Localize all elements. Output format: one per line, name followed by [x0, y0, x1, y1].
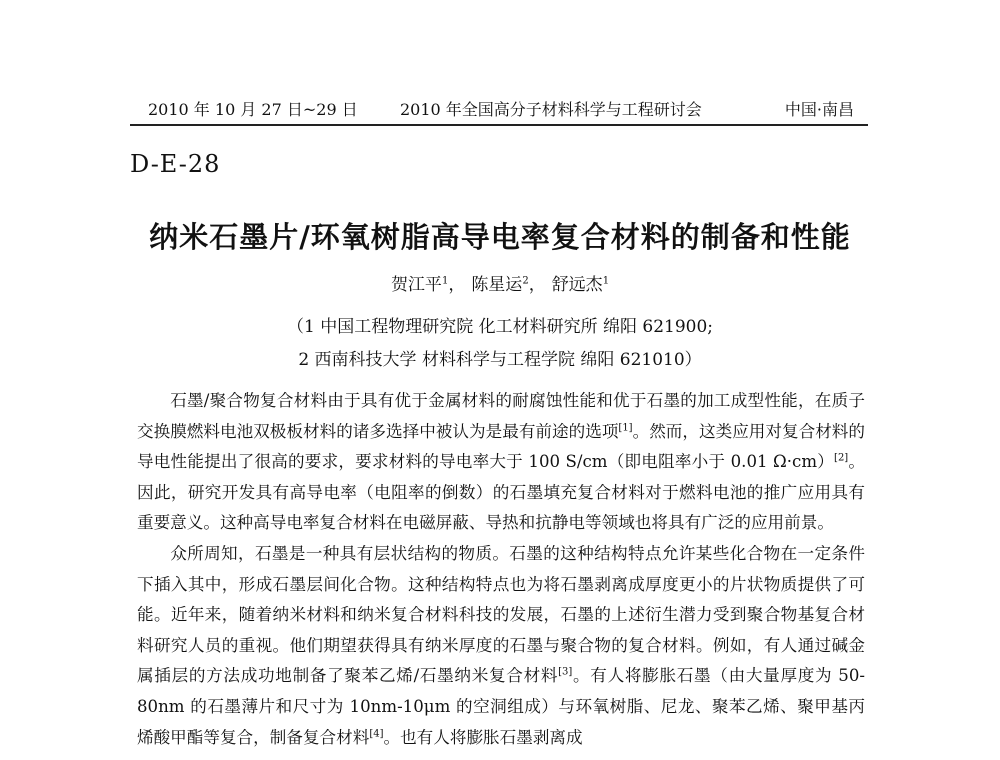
body-paragraph: 石墨/聚合物复合材料由于具有优于金属材料的耐腐蚀性能和优于石墨的加工成型性能，在质子交换膜燃料电池双极板材料的诸多选择中被认为是最有前途的选项[1]。然而，这类应用对复合材料的导电性能提出了很高的要求，要求材料的导电率大于 100 S/cm（即电阻率小于 0.01 Ω·cm）[2]。因此，研究开发具有高导电率（电阻率的倒数）的石墨填充复合材料对于燃料电池的推广应用具有重要意义。这种高导电率复合材料在电磁屏蔽、导热和抗静电等领域也将具有广泛的应用前景。	[137, 391, 866, 533]
body-text	[137, 386, 865, 753]
header-location: 中国·南昌	[784, 100, 854, 119]
citation-ref: [3]	[558, 666, 573, 678]
running-header	[130, 96, 868, 126]
header-date: 2010 年 10 月 27 日~29 日	[148, 100, 358, 119]
author-name: 陈星运	[471, 275, 523, 295]
affiliation-line: （1 中国工程物理研究院 化工材料研究所 绵阳 621900;	[286, 317, 714, 337]
author-list: 贺江平$^1$， 陈星运$^2$， 舒远杰$^1$	[390, 275, 610, 295]
header-conference: 2010 年全国高分子材料科学与工程研讨会	[400, 100, 702, 119]
author-affiliation-mark: 2	[522, 275, 529, 287]
citation-ref: [4]	[369, 728, 384, 739]
affiliation-line: 2 西南科技大学 材料科学与工程学院 绵阳 621010）	[298, 350, 702, 370]
paper-title: 纳米石墨片/环氧树脂高导电率复合材料的制备和性能	[149, 220, 851, 254]
author-affiliation-mark: 1	[441, 275, 449, 287]
citation-ref: [1]	[618, 422, 633, 434]
citation-ref: [2]	[834, 452, 849, 464]
author-name: 舒远杰	[551, 275, 603, 295]
author-affiliation-mark: 1	[602, 275, 610, 287]
body-paragraph: 众所周知，石墨是一种具有层状结构的物质。石墨的这种结构特点允许某些化合物在一定条件下插入其中，形成石墨层间化合物。这种结构特点也为将石墨剥离成厚度更小的片状物质提供了可能。近年来，随着纳米材料和纳米复合材料科技的发展，石墨的上述衍生潜力受到聚合物基复合材料研究人员的重视。他们期望获得具有纳米厚度的石墨与聚合物的复合材料。例如，有人通过碱金属插层的方法成功地制备了聚苯乙烯/石墨纳米复合材料[3]。有人将膨胀石墨（由大量厚度为 50-80nm 的石墨薄片和尺寸为 10nm-10μm 的空洞组成）与环氧树脂、尼龙、聚苯乙烯、聚甲基丙烯酸甲酯等复合，制备复合材料[4]。也有人将膨胀石墨剥离成	[137, 543, 865, 747]
paper-code: D-E-28	[130, 150, 221, 178]
author-name: 贺江平	[390, 275, 442, 295]
